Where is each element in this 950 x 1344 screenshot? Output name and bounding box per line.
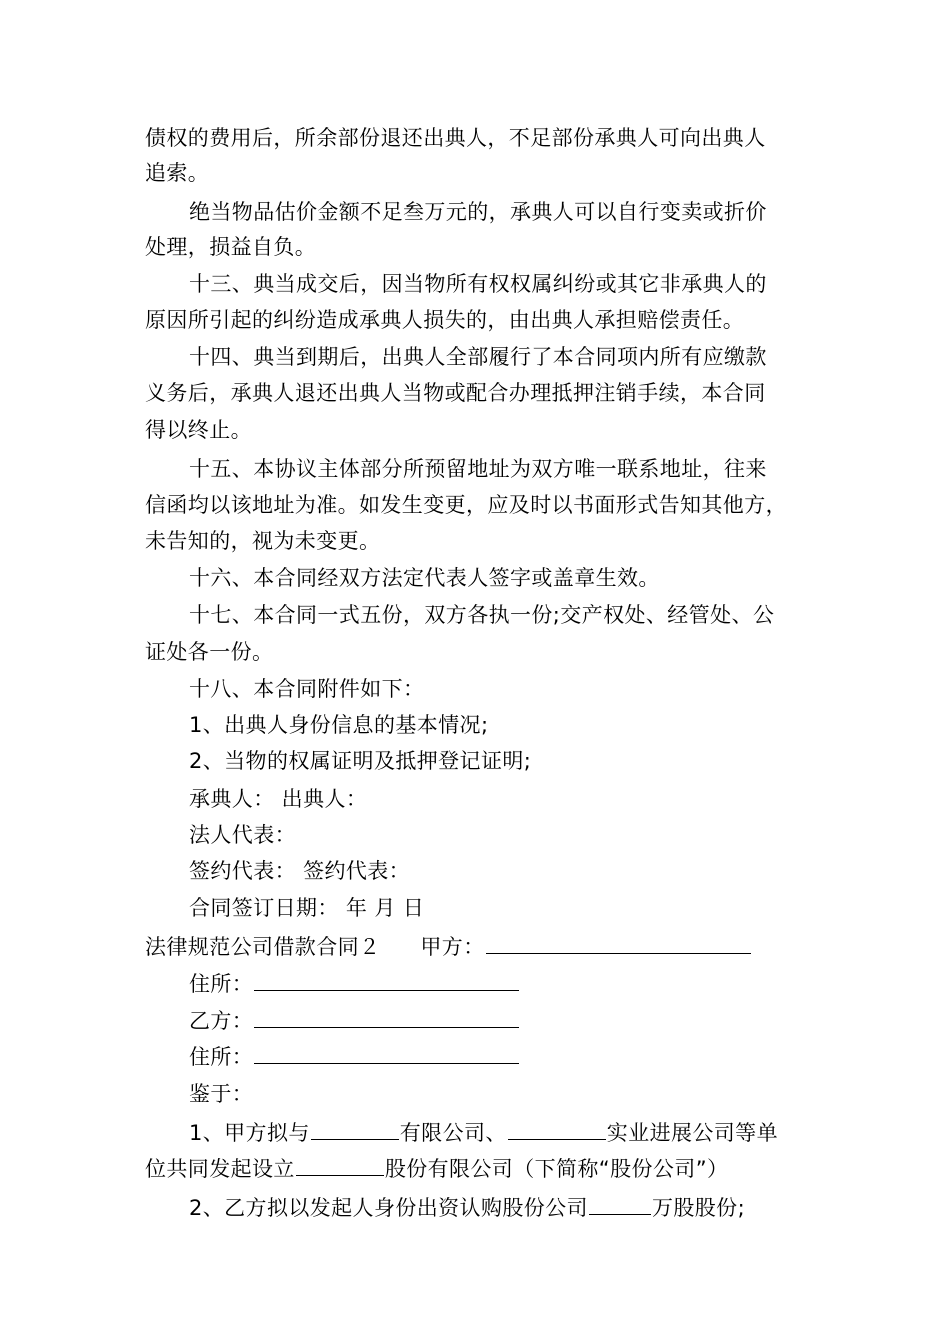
text-line: 处理，损益自负。 (145, 235, 317, 259)
address-blank (254, 968, 519, 991)
text-line: 信函均以该地址为准。如发生变更，应及时以书面形式告知其他方， (145, 493, 787, 517)
party-b-line (189, 1005, 520, 1035)
address2-line (189, 1041, 520, 1071)
clause1-text-d: 位共同发起设立 (145, 1157, 295, 1181)
text-line: 得以终止。 (145, 418, 252, 442)
text-line: 法人代表： (189, 823, 296, 847)
whereas-line: 鉴于： (189, 1082, 254, 1106)
clause2-line (189, 1192, 745, 1222)
clause1-cont-line (145, 1153, 728, 1183)
address2-label: 住所： (189, 1045, 254, 1069)
text-line: 十四、典当到期后，出典人全部履行了本合同项内所有应缴款 (189, 345, 767, 369)
text-line: 债权的费用后，所余部份退还出典人，不足部份承典人可向出典人 (145, 126, 766, 150)
text-line: 未告知的，视为未变更。 (145, 529, 381, 553)
text-line: 追索。 (145, 161, 210, 185)
party-a-blank (486, 931, 751, 954)
party-b-label: 乙方： (189, 1009, 254, 1033)
text-line: 签约代表： 签约代表： (189, 859, 411, 883)
text-line: 绝当物品估价金额不足叁万元的，承典人可以自行变卖或折价 (189, 200, 767, 224)
text-line: 十六、本合同经双方法定代表人签字或盖章生效。 (189, 566, 660, 590)
text-line: 1、出典人身份信息的基本情况; (189, 713, 489, 737)
clause1-line (189, 1117, 778, 1147)
party-b-blank (254, 1005, 519, 1028)
address2-blank (254, 1041, 519, 1064)
text-line: 承典人： 出典人： (189, 787, 368, 811)
clause2-text-a: 2、乙方拟以发起人身份出资认购股份公司 (189, 1196, 588, 1220)
text-line: 十七、本合同一式五份，双方各执一份;交产权处、经管处、公 (189, 603, 775, 627)
clause2-blank (589, 1192, 651, 1215)
clause1-text-b: 有限公司、 (399, 1121, 507, 1145)
text-line: 十八、本合同附件如下： (189, 677, 425, 701)
clause1-blank-2 (508, 1117, 606, 1140)
clause1-text-c: 实业进展公司等单 (606, 1121, 778, 1145)
clause2-text-b: 万股股份; (651, 1196, 746, 1220)
contract-title: 法律规范公司借款合同２ (145, 935, 381, 959)
party-a-label: 甲方： (420, 935, 485, 959)
text-line: 2、当物的权属证明及抵押登记证明; (189, 749, 532, 773)
text-line: 十五、本协议主体部分所预留地址为双方唯一联系地址，往来 (189, 457, 767, 481)
clause1-blank-3 (296, 1153, 384, 1176)
address-label: 住所： (189, 972, 254, 996)
contract-title-line (145, 931, 752, 961)
text-line: 原因所引起的纠纷造成承典人损失的，由出典人承担赔偿责任。 (145, 308, 745, 332)
text-line: 证处各一份。 (145, 640, 274, 664)
clause1-blank-1 (311, 1117, 399, 1140)
text-line: 义务后，承典人退还出典人当物或配合办理抵押注销手续，本合同 (145, 381, 766, 405)
text-line: 十三、典当成交后，因当物所有权权属纠纷或其它非承典人的 (189, 272, 767, 296)
address-line (189, 968, 520, 998)
clause1-text-e: 股份有限公司（下简称“股份公司”） (384, 1157, 729, 1181)
clause1-text-a: 1、甲方拟与 (189, 1121, 310, 1145)
text-line: 合同签订日期： 年 月 日 (189, 896, 425, 920)
